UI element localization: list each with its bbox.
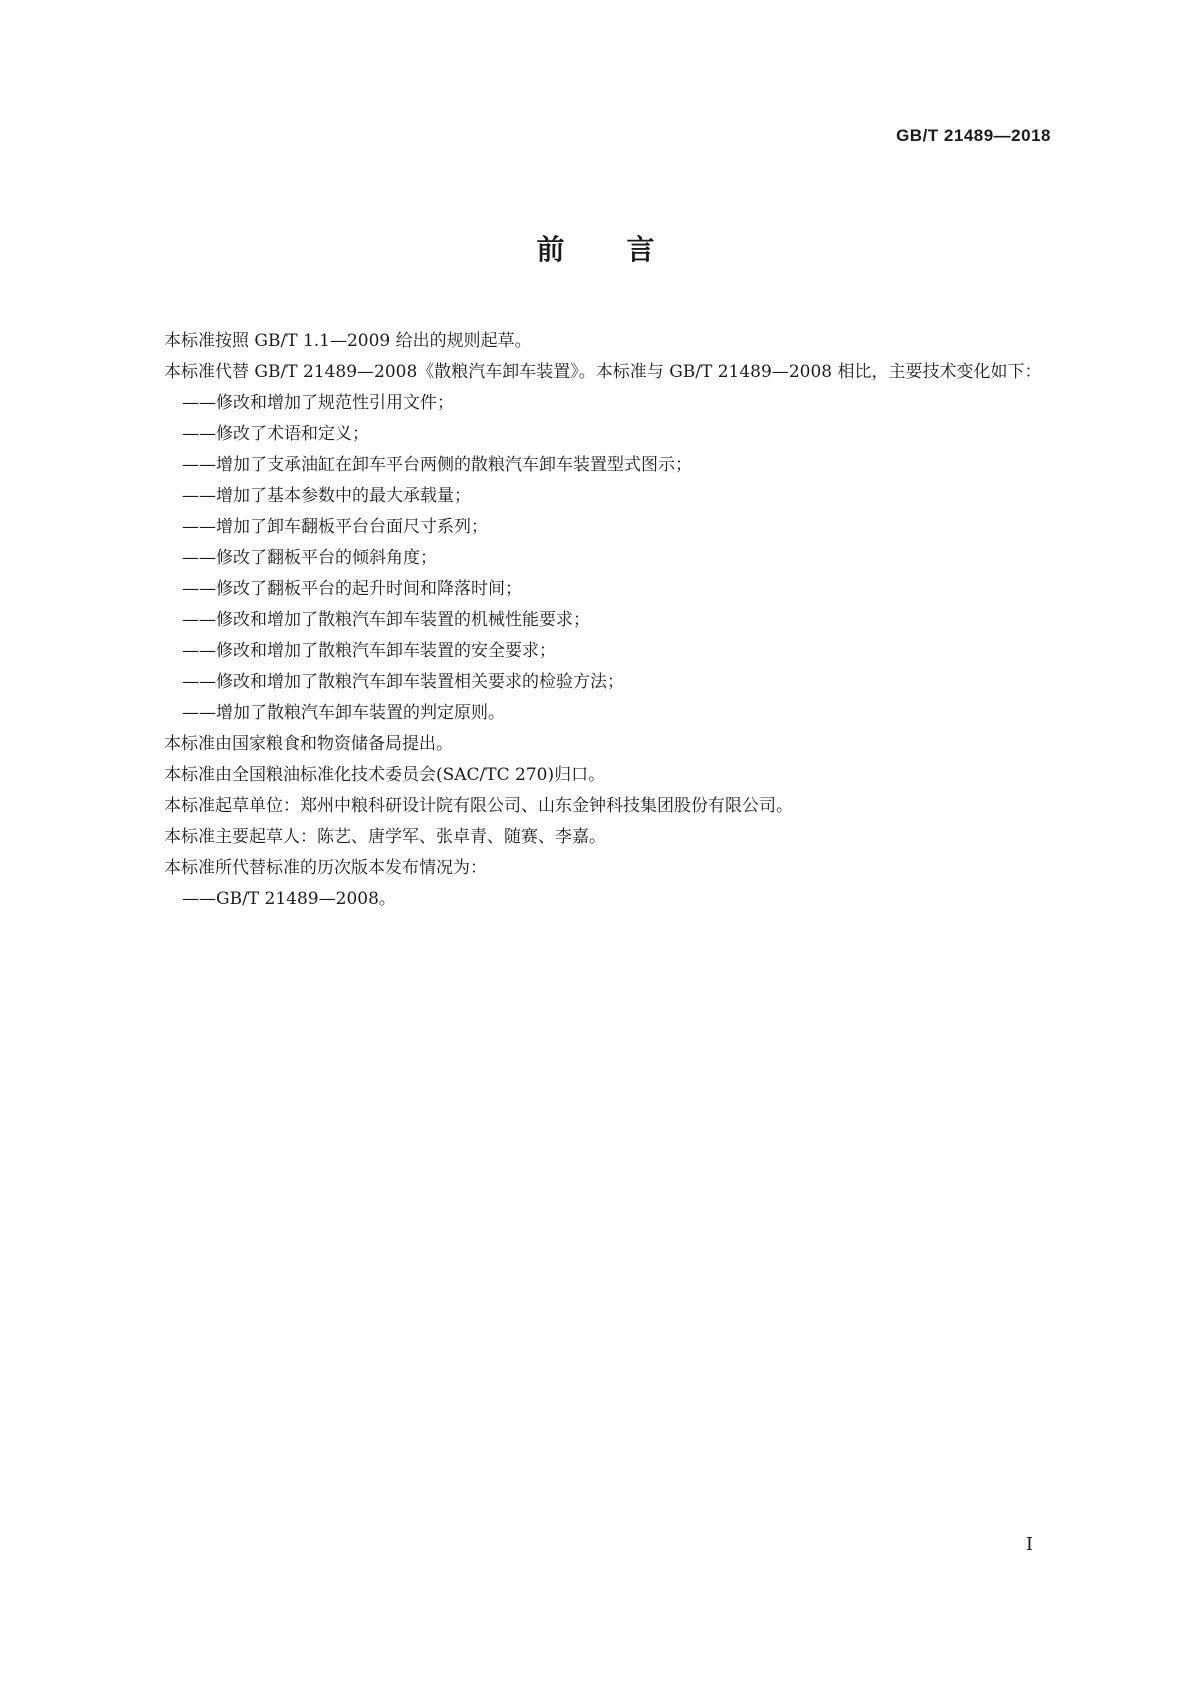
previous-versions-list [130, 884, 1062, 915]
list-item: ——修改了术语和定义； [182, 424, 369, 444]
standard-code: GB/T 21489—2018 [896, 126, 1051, 145]
paragraph-previous-versions: 本标准所代替标准的历次版本发布情况为： [164, 858, 487, 878]
list-item: ——修改和增加了散粮汽车卸车装置相关要求的检验方法； [182, 672, 624, 692]
page-title: 前言 [536, 233, 717, 266]
list-item: ——修改和增加了散粮汽车卸车装置的机械性能要求； [182, 610, 590, 630]
list-item: ——增加了散粮汽车卸车装置的判定原则。 [182, 703, 505, 723]
list-item: ——修改了翻板平台的起升时间和降落时间； [182, 579, 522, 599]
document-body [130, 326, 1062, 915]
list-item: ——修改和增加了散粮汽车卸车装置的安全要求； [182, 641, 556, 661]
list-item: ——增加了支承油缸在卸车平台两侧的散粮汽车卸车装置型式图示； [182, 455, 692, 475]
paragraph-replacement: 本标准代替 GB/T 21489—2008《散粮汽车卸车装置》。本标准与 GB/T 21489—2008 相比，主要技术变化如下： [164, 362, 1042, 382]
paragraph-proposer: 本标准由国家粮食和物资储备局提出。 [164, 734, 453, 754]
paragraph-centralized: 本标准由全国粮油标准化技术委员会(SAC/TC 270)归口。 [164, 765, 606, 785]
list-item: ——增加了基本参数中的最大承载量； [182, 486, 471, 506]
paragraph-drafters: 本标准主要起草人：陈艺、唐学军、张卓青、随赛、李嘉。 [164, 827, 606, 847]
paragraph-drafting-units: 本标准起草单位：郑州中粮科研设计院有限公司、山东金钟科技集团股份有限公司。 [164, 796, 793, 816]
paragraph-drafting-rules: 本标准按照 GB/T 1.1—2009 给出的规则起草。 [164, 331, 532, 351]
list-item: ——增加了卸车翻板平台台面尺寸系列； [182, 517, 488, 537]
changes-list [130, 388, 1062, 729]
list-item: ——修改了翻板平台的倾斜角度； [182, 548, 437, 568]
page-number: I [1025, 1534, 1033, 1555]
list-item: ——修改和增加了规范性引用文件； [182, 393, 454, 413]
list-item: ——GB/T 21489—2008。 [182, 889, 396, 909]
